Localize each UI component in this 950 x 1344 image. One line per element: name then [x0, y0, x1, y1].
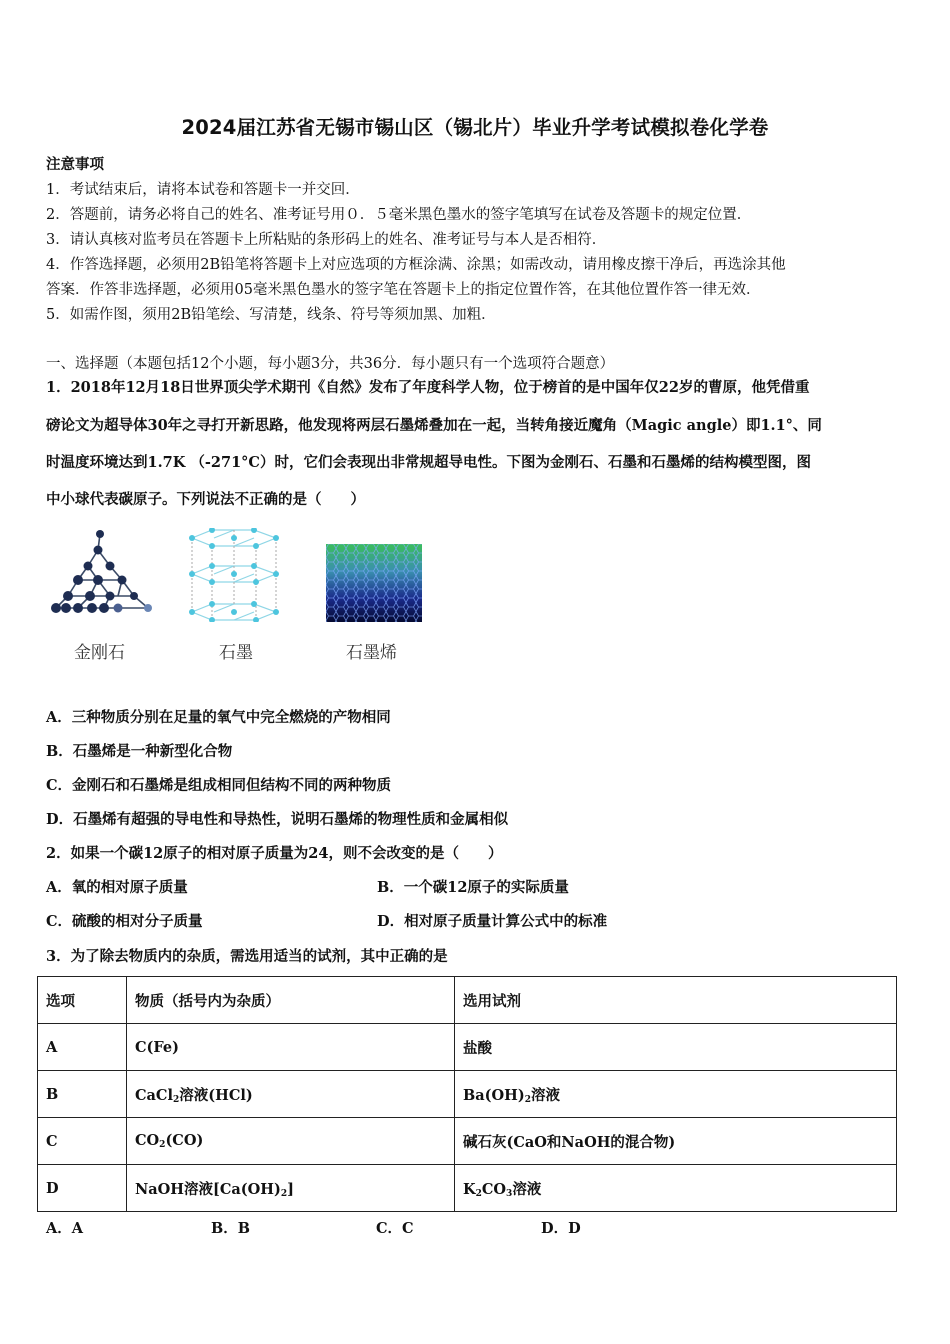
reagent-cell: 盐酸 [455, 1024, 897, 1071]
header-cell: 选项 [38, 977, 127, 1024]
notice-heading: 注意事项 [46, 156, 104, 173]
q1-option-d: D．石墨烯有超强的导电性和导热性，说明石墨烯的物理性质和金属相似 [46, 811, 509, 828]
q3-answer-c: C．C [376, 1220, 414, 1237]
graphene-caption: 石墨烯 [346, 643, 397, 663]
q2-option-b: B．一个碳12原子的实际质量 [377, 879, 569, 896]
q1-stem-line: 中小球代表碳原子。下列说法不正确的是（ ） [46, 491, 365, 508]
q2-option-d: D．相对原子质量计算公式中的标准 [377, 913, 608, 930]
notice-item: 答案．作答非选择题，必须用05毫米黑色墨水的签字笔在答题卡上的指定位置作答，在其他位置作答一律无效． [46, 282, 761, 298]
table-row [38, 1165, 897, 1212]
diamond-caption: 金刚石 [74, 643, 125, 663]
table-row [38, 1118, 897, 1165]
page-title: 2024届江苏省无锡市锡山区（锡北片）毕业升学考试模拟卷化学卷 [181, 116, 769, 139]
q3-answer-b: B．B [211, 1220, 251, 1237]
substance-cell: $CO_2(CO)$ [127, 1118, 455, 1165]
q1-stem-line: 1．2018年12月18日世界顶尖学术期刊《自然》发布了年度科学人物，位于榜首的是中国年仅22岁的曹原，他凭借重 [46, 379, 810, 396]
table-row [38, 1071, 897, 1118]
q1-option-c: C．金刚石和石墨烯是组成相同但结构不同的两种物质 [46, 777, 392, 794]
reagent-cell: $Ba(OH)_2$溶液 [455, 1071, 897, 1118]
q1-stem-line: 磅论文为超导体30年之寻打开新思路，他发现将两层石墨烯叠加在一起，当转角接近魔角（Magic angle）即1.1°、同 [46, 417, 822, 434]
header-cell: 选用试剂 [455, 977, 897, 1024]
q2-option-c: C．硫酸的相对分子质量 [46, 913, 203, 930]
reagent-cell: $K_2CO_3$溶液 [455, 1165, 897, 1212]
option-cell: B [38, 1071, 127, 1118]
graphite-caption: 石墨 [219, 643, 253, 663]
q3-answer-d: D．D [541, 1220, 581, 1237]
option-cell: A [38, 1024, 127, 1071]
graphite-structure-image [184, 528, 292, 622]
substance-cell: C(Fe) [127, 1024, 455, 1071]
q3-stem: 3．为了除去物质内的杂质，需选用适当的试剂，其中正确的是 [46, 948, 448, 965]
q3-answer-a: A．A [46, 1220, 84, 1237]
notice-item: 2．答题前，请务必将自己的姓名、准考证号用０．５毫米黑色墨水的签字笔填写在试卷及答题卡的规定位置． [46, 207, 752, 223]
section-heading: 一、选择题（本题包括12个小题，每小题3分，共36分．每小题只有一个选项符合题意） [46, 356, 615, 372]
reagent-cell: 碱石灰(CaO和NaOH的混合物) [455, 1118, 897, 1165]
option-cell: D [38, 1165, 127, 1212]
notice-item: 4．作答选择题，必须用2B铅笔将答题卡上对应选项的方框涂满、涂黑；如需改动，请用橡皮擦干净后，再选涂其他 [46, 257, 786, 273]
substance-cell: CaCl$_2$溶液(HCl) [127, 1071, 455, 1118]
header-cell: 物质（括号内为杂质） [127, 977, 455, 1024]
q1-option-a: A．三种物质分别在足量的氧气中完全燃烧的产物相同 [46, 709, 391, 726]
q3-table [37, 976, 897, 1212]
q1-stem-line: 时温度环境达到1.7K （-271°C）时，它们会表现出非常规超导电性。下图为金刚石、石墨和石墨烯的结构模型图，图 [46, 454, 811, 471]
q2-option-a: A．氧的相对原子质量 [46, 879, 188, 896]
graphene-structure-image [326, 544, 422, 622]
substance-cell: NaOH溶液$[Ca(OH)_2]$ [127, 1165, 455, 1212]
option-cell: C [38, 1118, 127, 1165]
q1-option-b: B．石墨烯是一种新型化合物 [46, 743, 233, 760]
notice-item: 3．请认真核对监考员在答题卡上所粘贴的条形码上的姓名、准考证号与本人是否相符． [46, 232, 607, 248]
q2-stem: 2．如果一个碳12原子的相对原子质量为24，则不会改变的是（ ） [46, 845, 503, 862]
notice-item: 1．考试结束后，请将本试卷和答题卡一并交回． [46, 182, 360, 198]
diamond-structure-image [48, 528, 158, 620]
notice-item: 5．如需作图，须用2B铅笔绘、写清楚，线条、符号等须加黑、加粗． [46, 307, 496, 323]
table-row [38, 1024, 897, 1071]
table-header-row [38, 977, 897, 1024]
